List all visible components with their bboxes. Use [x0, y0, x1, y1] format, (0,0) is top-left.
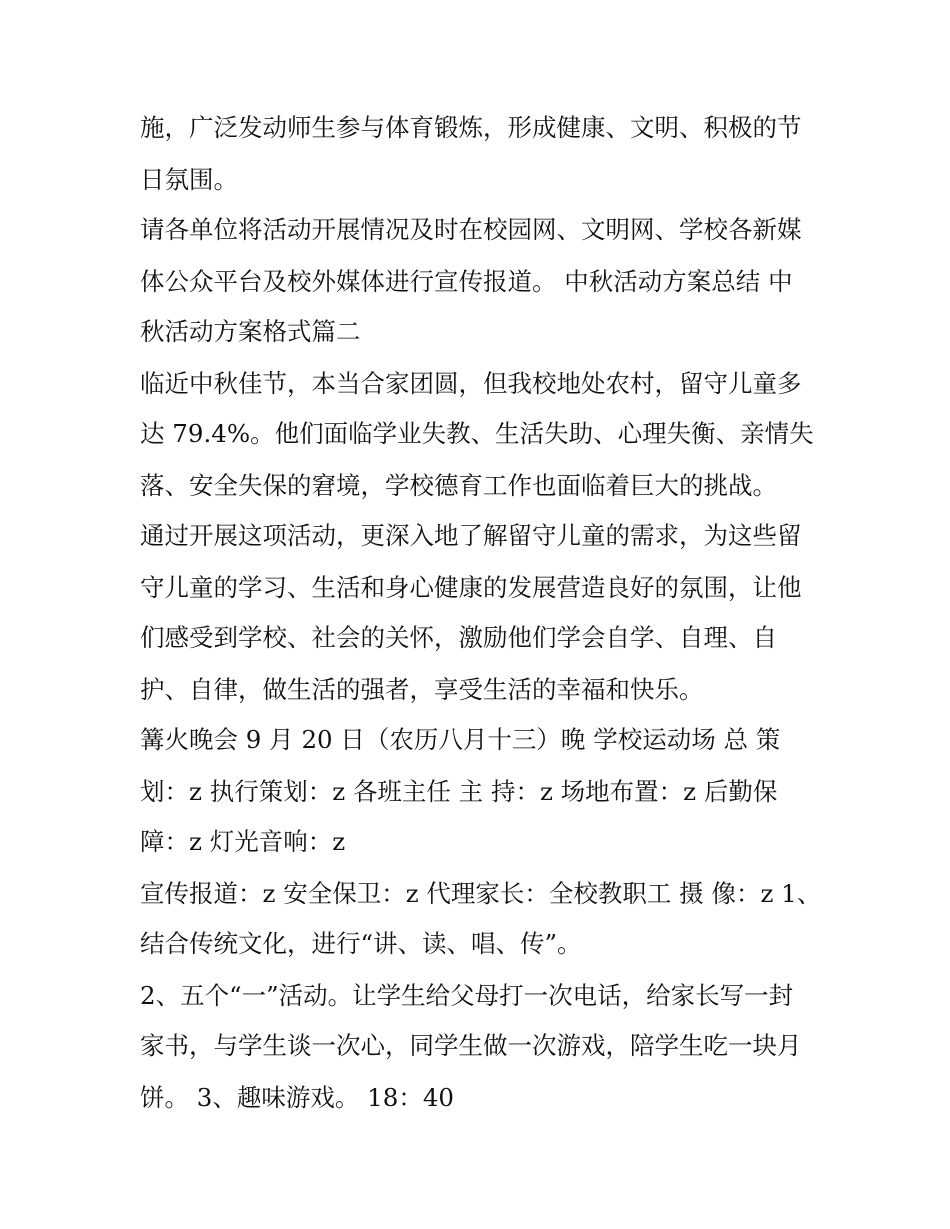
text-line: 落、安全失保的窘境，学校德育工作也面临着巨大的挑战。 — [140, 471, 777, 500]
text-line: 体公众平台及校外媒体进行宣传报道。 中秋活动方案总结 中 — [140, 267, 793, 296]
text-line: 结合传统文化，进行“讲、读、唱、传”。 — [140, 929, 582, 958]
text-line: 障：z 灯光音响：z — [140, 827, 346, 856]
text-line: 守儿童的学习、生活和身心健康的发展营造良好的氛围，让他 — [140, 573, 802, 602]
text-line: 施，广泛发动师生参与体育锻炼，形成健康、文明、积极的节 — [140, 113, 802, 142]
text-line: 家书，与学生谈一次心，同学生做一次游戏，陪学生吃一块月 — [140, 1031, 802, 1060]
text-line: 通过开展这项活动，更深入地了解留守儿童的需求，为这些留 — [140, 521, 802, 550]
text-line: 临近中秋佳节，本当合家团圆，但我校地处农村，留守儿童多 — [140, 369, 802, 398]
text-line: 们感受到学校、社会的关怀，激励他们学会自学、自理、自 — [140, 623, 777, 652]
text-line: 护、自律，做生活的强者，享受生活的幸福和快乐。 — [140, 675, 704, 704]
text-line: 饼。 3、趣味游戏。 18：40 — [140, 1083, 455, 1112]
text-line: 划：z 执行策划：z 各班主任 主 持：z 场地布置：z 后勤保 — [140, 777, 778, 806]
text-line: 秋活动方案格式篇二 — [140, 317, 361, 346]
text-line: 日氛围。 — [140, 165, 238, 194]
text-line: 宣传报道：z 安全保卫：z 代理家长：全校教职工 摄 像：z 1、 — [140, 879, 822, 908]
text-line: 请各单位将活动开展情况及时在校园网、文明网、学校各新媒 — [140, 215, 802, 244]
text-line: 达 79.4%。他们面临学业失教、生活失助、心理失衡、亲情失 — [140, 419, 814, 448]
text-line: 篝火晚会 9 月 20 日（农历八月十三）晚 学校运动场 总 策 — [140, 725, 781, 754]
text-line: 2、五个“一”活动。让学生给父母打一次电话，给家长写一封 — [140, 981, 794, 1010]
